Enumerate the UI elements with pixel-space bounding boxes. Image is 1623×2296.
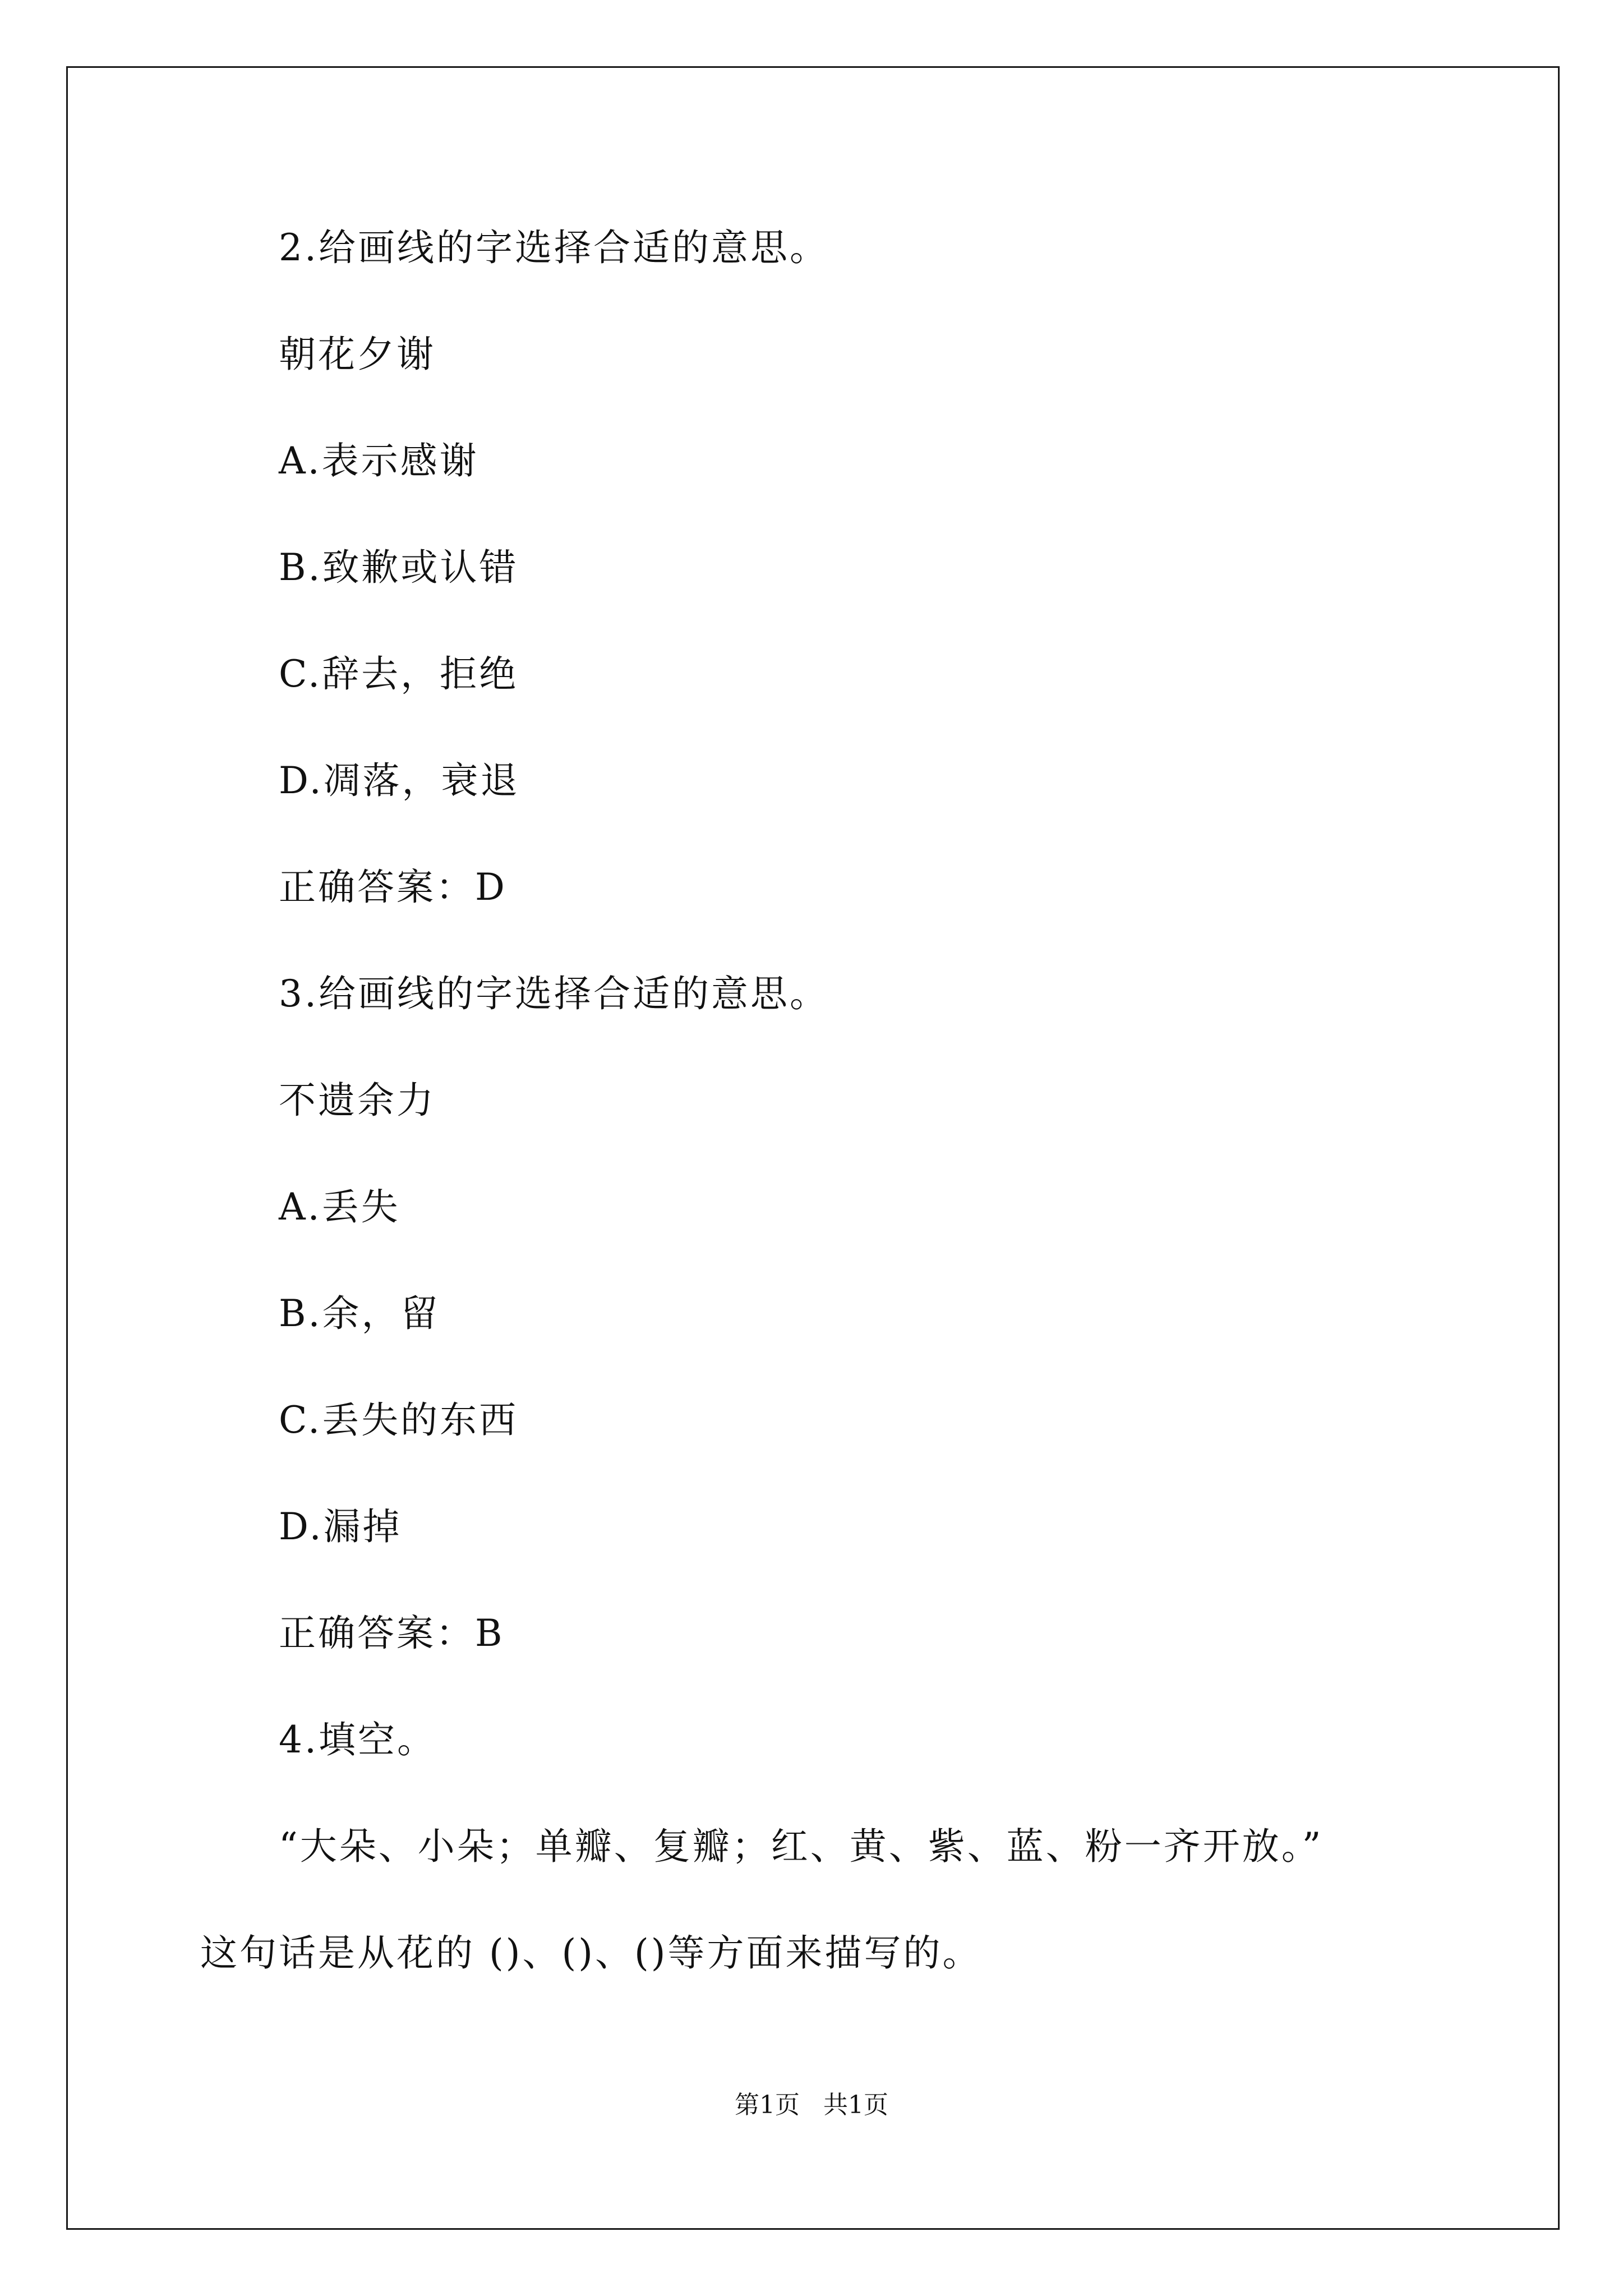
page-border — [66, 66, 1560, 2230]
question-2-prompt: 2.给画线的字选择合适的意思。 — [279, 226, 829, 269]
question-4-fill-blank: 这句话是从花的 ()、()、()等方面来描写的。 — [200, 1931, 982, 1975]
question-2-answer: 正确答案：D — [279, 866, 507, 909]
question-3-option-d: D.漏掉 — [279, 1505, 402, 1548]
question-4-quote: “大朵、小朵；单瓣、复瓣；红、黄、紫、蓝、粉一齐开放。” — [279, 1825, 1324, 1868]
question-3-option-b: B.余，留 — [279, 1292, 440, 1335]
question-3-answer: 正确答案：B — [279, 1612, 505, 1655]
question-2-option-c: C.辞去，拒绝 — [279, 652, 519, 696]
question-3-prompt: 3.给画线的字选择合适的意思。 — [279, 972, 829, 1015]
question-2-option-a: A.表示感谢 — [279, 439, 479, 482]
question-2-idiom: 朝花夕谢 — [279, 333, 436, 376]
question-2-option-d: D.凋落，衰退 — [279, 759, 520, 802]
question-2-option-b: B.致歉或认错 — [279, 546, 519, 589]
question-3-idiom: 不遗余力 — [279, 1079, 436, 1122]
question-3-option-a: A.丢失 — [279, 1185, 400, 1228]
page-footer: 第1页 共1页 — [735, 2091, 888, 2119]
question-3-option-c: C.丢失的东西 — [279, 1398, 519, 1442]
question-4-prompt: 4.填空。 — [279, 1718, 436, 1761]
